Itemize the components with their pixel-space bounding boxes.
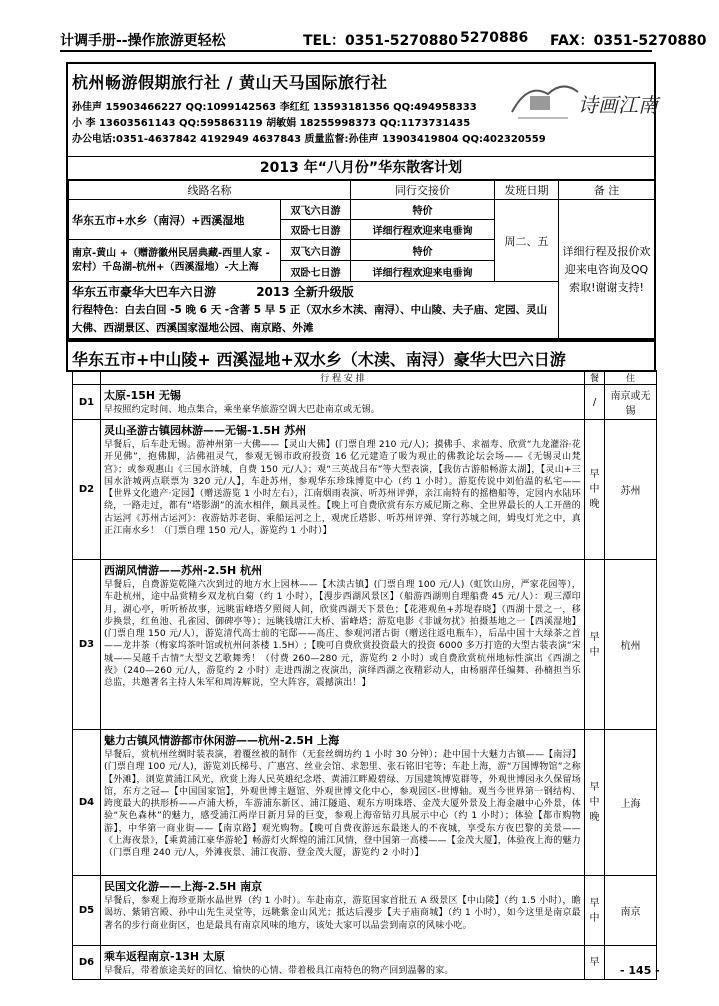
day-label: D3 xyxy=(73,560,101,730)
day-meal: 早中 xyxy=(585,560,605,730)
day-content xyxy=(101,420,585,560)
agency-frame xyxy=(66,62,656,342)
banner-title: 计调手册--操作旅游更轻松 xyxy=(60,33,226,49)
brand-logo xyxy=(508,72,658,132)
route-2-price-2: 详细行程欢迎来电垂询 xyxy=(351,261,495,282)
contact-line-2: 小 李 13603561143 QQ:595863119 胡敏娟 18255998373 QQ:1173731435 xyxy=(72,118,471,129)
banner-tel: TEL：0351-5270880 xyxy=(303,33,458,49)
header-date: 发班日期 xyxy=(495,181,559,200)
day-heading: 太原-15H 无锡 xyxy=(104,389,181,402)
day-row xyxy=(73,385,657,420)
tour-title: 华东五市+中山陵+ 西溪湿地+双水乡（木渎、南浔）豪华大巴六日游 xyxy=(72,350,566,369)
day-row xyxy=(73,730,657,876)
day-label: D2 xyxy=(73,420,101,560)
agency-block xyxy=(68,64,658,157)
agency-name: 杭州畅游假期旅行社 / 黄山天马国际旅行社 xyxy=(72,73,388,92)
day-hotel: 上海 xyxy=(605,730,657,876)
day-heading: 灵山圣游古镇园林游——无锡-1.5H 苏州 xyxy=(104,424,307,437)
day-meal: 早中 xyxy=(585,876,605,946)
route-2-opt-1: 双飞六日游 xyxy=(281,240,351,261)
day-label: D6 xyxy=(73,946,101,980)
col-hotel: 住 xyxy=(605,371,657,385)
route-dates: 周二、五 xyxy=(495,200,559,282)
day-row xyxy=(73,876,657,946)
day-meal: 早中晚 xyxy=(585,730,605,876)
route-3-feature: 行程特色：白去白回 -5 晚 6 天 -含著 5 早 5 正（双水乡木渎、南浔）、中山陵、夫子庙、定园、灵山大佛、西湖景区、西溪国家湿地公园、南京路、外滩 xyxy=(72,304,548,334)
route-1-opt-2: 双卧七日游 xyxy=(281,220,351,240)
header-price: 同行交接价 xyxy=(351,181,495,200)
day-body: 早餐后，自费游览乾隆六次到过的地方水上园林——【木渎古镇】(门票自理 100 元/人)（虹饮山房，严家花园等），车赴杭州，途中品赏精乡双龙杭白菊（约 1 小时），【漫步西湖风景区】（船游西湖则自理船费 45 元/人）：观三潭印月，湖心亭，听听桥故事，远眺雷峰塔夕照阅人间，欣赏西湖天下景色；【花港观鱼+苏堤春晓】（西湖十景之一，移步换景，红鱼池、孔雀园、御碑亭等）；远眺钱塘江大桥、雷峰塔；游览电影《非诚勿扰》拍摄基地之一【西溪湿地】(门票自理 150 元/人），游览清代高士前的宅邸——高庄、参观河渚古街（赠送往返电瓶车），后品中国十大绿茶之首——龙井茶（梅家坞茶叶馆或杭州问茶楼 1.5H）;【晚可自费欣赏投资最大的投资 6000 多万打造的大型古装表演“宋城——吴越千古情”大型文艺歌舞秀！（付费 260—280 元，游览约 2 小时）或自费欣赏杭州地标性演出《西湖之夜》（240—260 元/人，游览约 2 小时）走进西湖之夜演出，演绎西湖之夜精彩动人，由杨丽萍任编舞、孙楠担当乐总监，共邀著名主持人朱军和周涛解说，空大阵容，震撼演出！】 xyxy=(104,580,581,689)
day-meal: 早中晚 xyxy=(585,420,605,560)
day-body: 早餐后，赏杭州丝绸时装表演，着覆丝被的制作（无套丝绸坊约 1 小时 30 分钟）；赴中国十大魅力古镇——【南浔】(门票自理 100 元/人)，游览刘氏梯号、广惠宫、丝业会馆、求恕里、张石铭旧宅等；车赴上海，游“万国博物馆”之称【外滩】，浏览黄浦江风光，欣赏上海人民英雄纪念塔、黄浦江畔殿碧绿、万国建筑博览群等，外观世博园永久保留场馆，东方之冠—【中国国家馆】，外观世博主题馆、外观世博文化中心，参观园区-世博轴。观当今世界第一钢结构、跨度最大的拱形桥——卢浦大桥，车游浦东新区、浦江隧道、观东方明珠塔、金茂大厦外景及上海金融中心外景，体验“灰色森林”的魅力，感受浦江两岸日新月异的巨变，参观上海帝钻刃具展示中心（约 1 小时）；体验【都市购物游】，中华第一商业街——【南京路】观光购物。【晚可自费夜游远东最迷人的不夜城，享受东方夜巴黎的美景——《上海夜景》，【乘黄浦江豪华游轮】畅游灯火辉煌的浦江风情，登中国第一高楼——【金茂大厦】，体验夜上海的魅力（门票自理 240 元/人，外滩夜景、浦江夜游、登金茂大厦，游览约 2 小时）】 xyxy=(104,750,581,859)
contact-line-1: 孙佳声 15903466227 QQ:1099142563 李红红 13593181356 QQ:494958333 xyxy=(72,102,477,113)
route-1-price-1: 特价 xyxy=(351,200,495,220)
day-heading: 西湖风情游——苏州-2.5H 杭州 xyxy=(104,564,263,577)
header-route-name: 线路名称 xyxy=(69,181,351,200)
day-row xyxy=(73,420,657,560)
day-hotel: 南京 xyxy=(605,876,657,946)
day-heading: 魅力古镇风情游都市休闲游——杭州-2.5H 上海 xyxy=(104,734,340,747)
col-schedule: 行 程 安 排 xyxy=(101,371,585,385)
page-number: - 145 - xyxy=(620,964,660,977)
tour-title-box xyxy=(66,338,656,372)
route-2-opt-2: 双卧七日游 xyxy=(281,261,351,282)
day-meal: / xyxy=(585,385,605,420)
col-meal: 餐 xyxy=(585,371,605,385)
route-table xyxy=(68,180,655,340)
day-label: D5 xyxy=(73,876,101,946)
route-3-cell xyxy=(69,282,559,340)
banner-tel2: 5270886 xyxy=(460,30,529,46)
itinerary-table xyxy=(72,370,657,980)
route-1-price-2: 详细行程欢迎来电垂询 xyxy=(351,220,495,240)
day-hotel: 南京或无锡 xyxy=(605,385,657,420)
route-3-heading xyxy=(72,284,555,301)
day-heading: 民国文化游——上海-2.5H 南京 xyxy=(104,880,263,893)
day-content xyxy=(101,560,585,730)
route-3-badge: 2013 全新升级版 xyxy=(256,285,354,299)
route-1-name: 华东五市+水乡（南浔）+西溪湿地 xyxy=(69,200,281,240)
day-hotel: 杭州 xyxy=(605,560,657,730)
day-hotel: 苏州 xyxy=(605,420,657,560)
day-body: 早餐后，后车赴无锡。游神州第一大佛——【灵山大佛】(门票自理 210 元/人)；摸佛手、求福寿、欣赏“九龙灌浴·花开见佛”，抱佛脚，沾佛祖灵气，参观无锡市政府投资 16 亿元建造了吸为观止的佛教论坛会场——《无锡灵山梵宫》；或参观惠山《三国水浒城，自费 150 元/人》；观“三英战吕布”等大型表演，【我仿古游船畅游太湖】，【灵山+三国水浒城两点联票为 320 元/人】，车赴苏州，参观华东珍珠博览中心（约 1 小时）。游览传说中刘伯温的私宅——【世界文化遗产·定园】（赠送游览 1 小时左右），江南烟雨表演、听苏州评弹，亲江南特有的摇橹船等，定园内水陆环绕，一路走过，都有“塔影湖”的流水相伴，颇具灵性。【晚上可自费欣赏有东方威尼斯之称、全世界最长的人工开凿的古运河《苏州古运河》：夜游姑苏老街、乘船运河之上，观虎丘塔影、听苏州评弹、穿行苏城之间，姆曳灯光之中，真正江南水乡！（门票自理 150 元/人，游览约 1 小时）】 xyxy=(104,440,581,537)
route-2-name: 南京-黄山 +（赠游徽州民居典藏-西里人家 -宏村）千岛湖-杭州+（西溪湿地）-大上海 xyxy=(69,240,281,282)
day-body: 早餐后，带着旅途美好的回忆、愉快的心情、带着极具江南特色的物产回到温馨的家。 xyxy=(104,966,454,976)
itinerary-corner xyxy=(73,371,101,385)
day-content xyxy=(101,876,585,946)
route-3-name: 华东五市豪华大巴车六日游 xyxy=(72,285,217,299)
day-label: D1 xyxy=(73,385,101,420)
route-1-opt-1: 双飞六日游 xyxy=(281,200,351,220)
header-banner xyxy=(60,28,707,52)
day-label: D4 xyxy=(73,730,101,876)
header-note: 备 注 xyxy=(559,181,655,200)
day-content xyxy=(101,946,585,980)
plan-title: 2013 年“八月份”华东散客计划 xyxy=(68,157,654,180)
day-row xyxy=(73,560,657,730)
contact-line-3: 办公电话:0351-4637842 4192949 4637843 质量监督:孙佳声 13903419804 QQ:402320559 xyxy=(72,134,546,145)
route-note: 详细行程及报价欢迎来电咨询及QQ索取!谢谢支持! xyxy=(559,200,655,340)
day-meal: 早 xyxy=(585,946,605,980)
day-row xyxy=(73,946,657,980)
day-heading: 乘车返程南京-13H 太原 xyxy=(104,950,225,963)
day-content xyxy=(101,385,585,420)
day-content xyxy=(101,730,585,876)
logo-text: 诗画江南 xyxy=(578,93,658,117)
route-2-price-1: 特价 xyxy=(351,240,495,261)
day-body: 早按照约定时间、地点集合，乘坐豪华旅游空调大巴赴南京或无锡。 xyxy=(104,405,381,415)
day-body: 早餐后，参观上海珍亚斯水晶世界（约 1 小时）。车赴南京，游览国家首批五 A 级景区【中山陵】（约 1.5 小时），瞻谒坊、紫销宫殿、孙中山先生灵堂等，远眺紫金山风光；抵达后漫步【夫子庙商城】（约 1 小时），如今这里是南京最著名的步行商业街区，也是最具有南京风味的地方，该处大家可以品尝到南京的风味小吃。 xyxy=(104,896,581,931)
banner-fax: FAX：0351-5270880 xyxy=(550,33,707,49)
